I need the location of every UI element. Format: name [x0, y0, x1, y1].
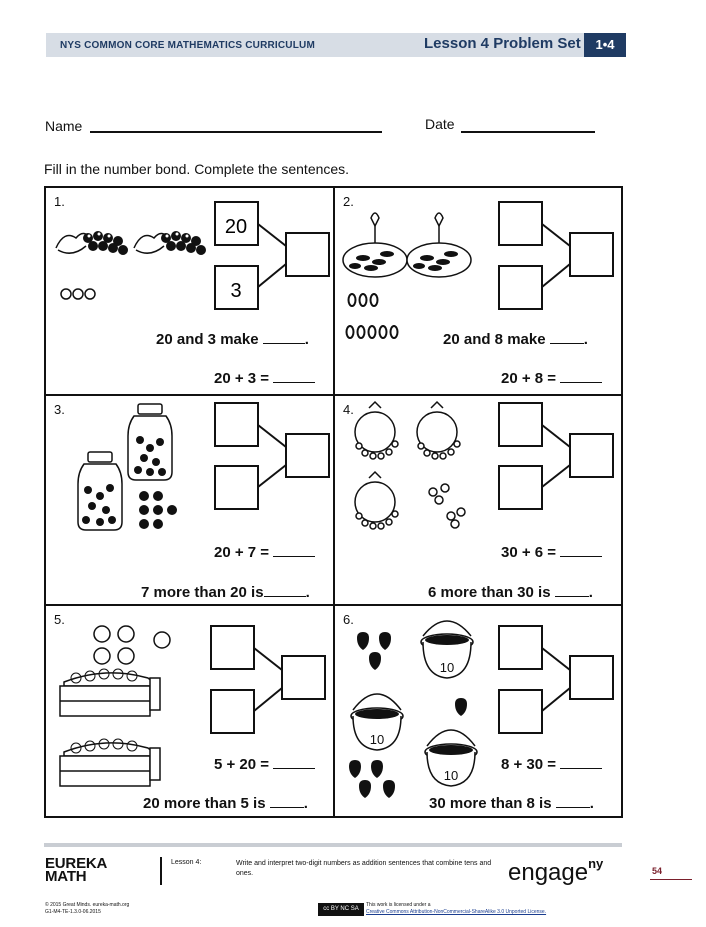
answer-blank[interactable] — [273, 543, 315, 557]
bond-top-value: 20 — [224, 216, 248, 238]
answer-blank[interactable] — [560, 755, 602, 769]
lesson-label: Lesson 4: — [171, 859, 202, 866]
page-title: Lesson 4 Problem Set — [424, 35, 581, 52]
page-number-underline — [650, 879, 692, 880]
problem-6 — [335, 606, 623, 814]
problem-3 — [46, 396, 334, 604]
sentence-2: 7 more than 20 is . — [141, 584, 310, 601]
problem-number: 2. — [343, 194, 354, 209]
creative-commons-icon: cc BY NC SA — [318, 903, 364, 916]
license-link[interactable]: Creative Commons Attribution-NonCommercial-ShareAlike 3.0 Unported License. — [366, 909, 547, 915]
problem-2 — [335, 188, 623, 396]
sentence-1: 20 + 7 = — [214, 543, 315, 561]
basket-label: 10 — [439, 660, 455, 675]
number-bond — [335, 188, 623, 396]
problem-5 — [46, 606, 334, 814]
problem-number: 3. — [54, 402, 65, 417]
number-bond — [46, 396, 334, 604]
license-text: This work is licensed under a Creative Commons Attribution-NonCommercial-ShareAlike 3.0 Unported License. — [366, 902, 547, 915]
problem-number: 1. — [54, 194, 65, 209]
sentence-2: 30 more than 8 is . — [429, 795, 594, 812]
answer-blank[interactable] — [550, 330, 584, 344]
problem-1 — [46, 188, 334, 396]
footer-divider — [160, 857, 162, 885]
footer-rule — [44, 843, 622, 847]
problem-number: 4. — [343, 402, 354, 417]
eureka-math-logo: EUREKA MATH — [45, 855, 108, 885]
answer-blank[interactable] — [560, 369, 602, 383]
answer-blank[interactable] — [556, 794, 590, 808]
answer-blank[interactable] — [273, 369, 315, 383]
answer-blank[interactable] — [560, 543, 602, 557]
lesson-description: Write and interpret two-digit numbers as addition sentences that combine tens and ones. — [236, 860, 492, 877]
date-label: Date — [425, 116, 455, 132]
name-label: Name — [45, 118, 83, 134]
number-bond — [46, 606, 334, 814]
curriculum-name: NYS COMMON CORE MATHEMATICS CURRICULUM — [60, 40, 315, 51]
sentence-2: 6 more than 30 is . — [428, 584, 593, 601]
problem-4 — [335, 396, 623, 604]
problem-number: 5. — [54, 612, 65, 627]
answer-blank[interactable] — [270, 794, 304, 808]
basket-label: 10 — [443, 768, 459, 783]
sentence-1: 8 + 30 = — [501, 755, 602, 773]
answer-blank[interactable] — [273, 755, 315, 769]
date-field[interactable] — [461, 131, 595, 133]
sentence-2: 20 + 3 = — [214, 369, 315, 387]
answer-blank[interactable] — [263, 330, 305, 344]
bond-bottom-value: 3 — [230, 280, 242, 302]
sentence-2: 20 + 8 = — [501, 369, 602, 387]
module-badge: 1•4 — [584, 33, 626, 57]
page-number: 54 — [652, 866, 663, 876]
sentence-2: 20 more than 5 is . — [143, 795, 308, 812]
sentence-1: 30 + 6 = — [501, 543, 602, 561]
number-bond — [335, 606, 623, 814]
engageny-logo: engage$^{ny}$ — [508, 856, 604, 886]
number-bond — [335, 396, 623, 604]
answer-blank[interactable] — [264, 583, 306, 597]
sentence-1: 20 and 3 make . — [156, 331, 309, 348]
copyright: © 2015 Great Minds. eureka-math.org G1-M4-TE-1.3.0-06.2015 — [45, 902, 130, 915]
problem-number: 6. — [343, 612, 354, 627]
sentence-1: 20 and 8 make . — [443, 331, 588, 348]
number-bond — [46, 188, 334, 396]
name-field[interactable] — [90, 131, 382, 133]
basket-label: 10 — [369, 732, 385, 747]
answer-blank[interactable] — [555, 583, 589, 597]
sentence-1: 5 + 20 = — [214, 755, 315, 773]
instructions: Fill in the number bond. Complete the sentences. — [44, 161, 350, 177]
